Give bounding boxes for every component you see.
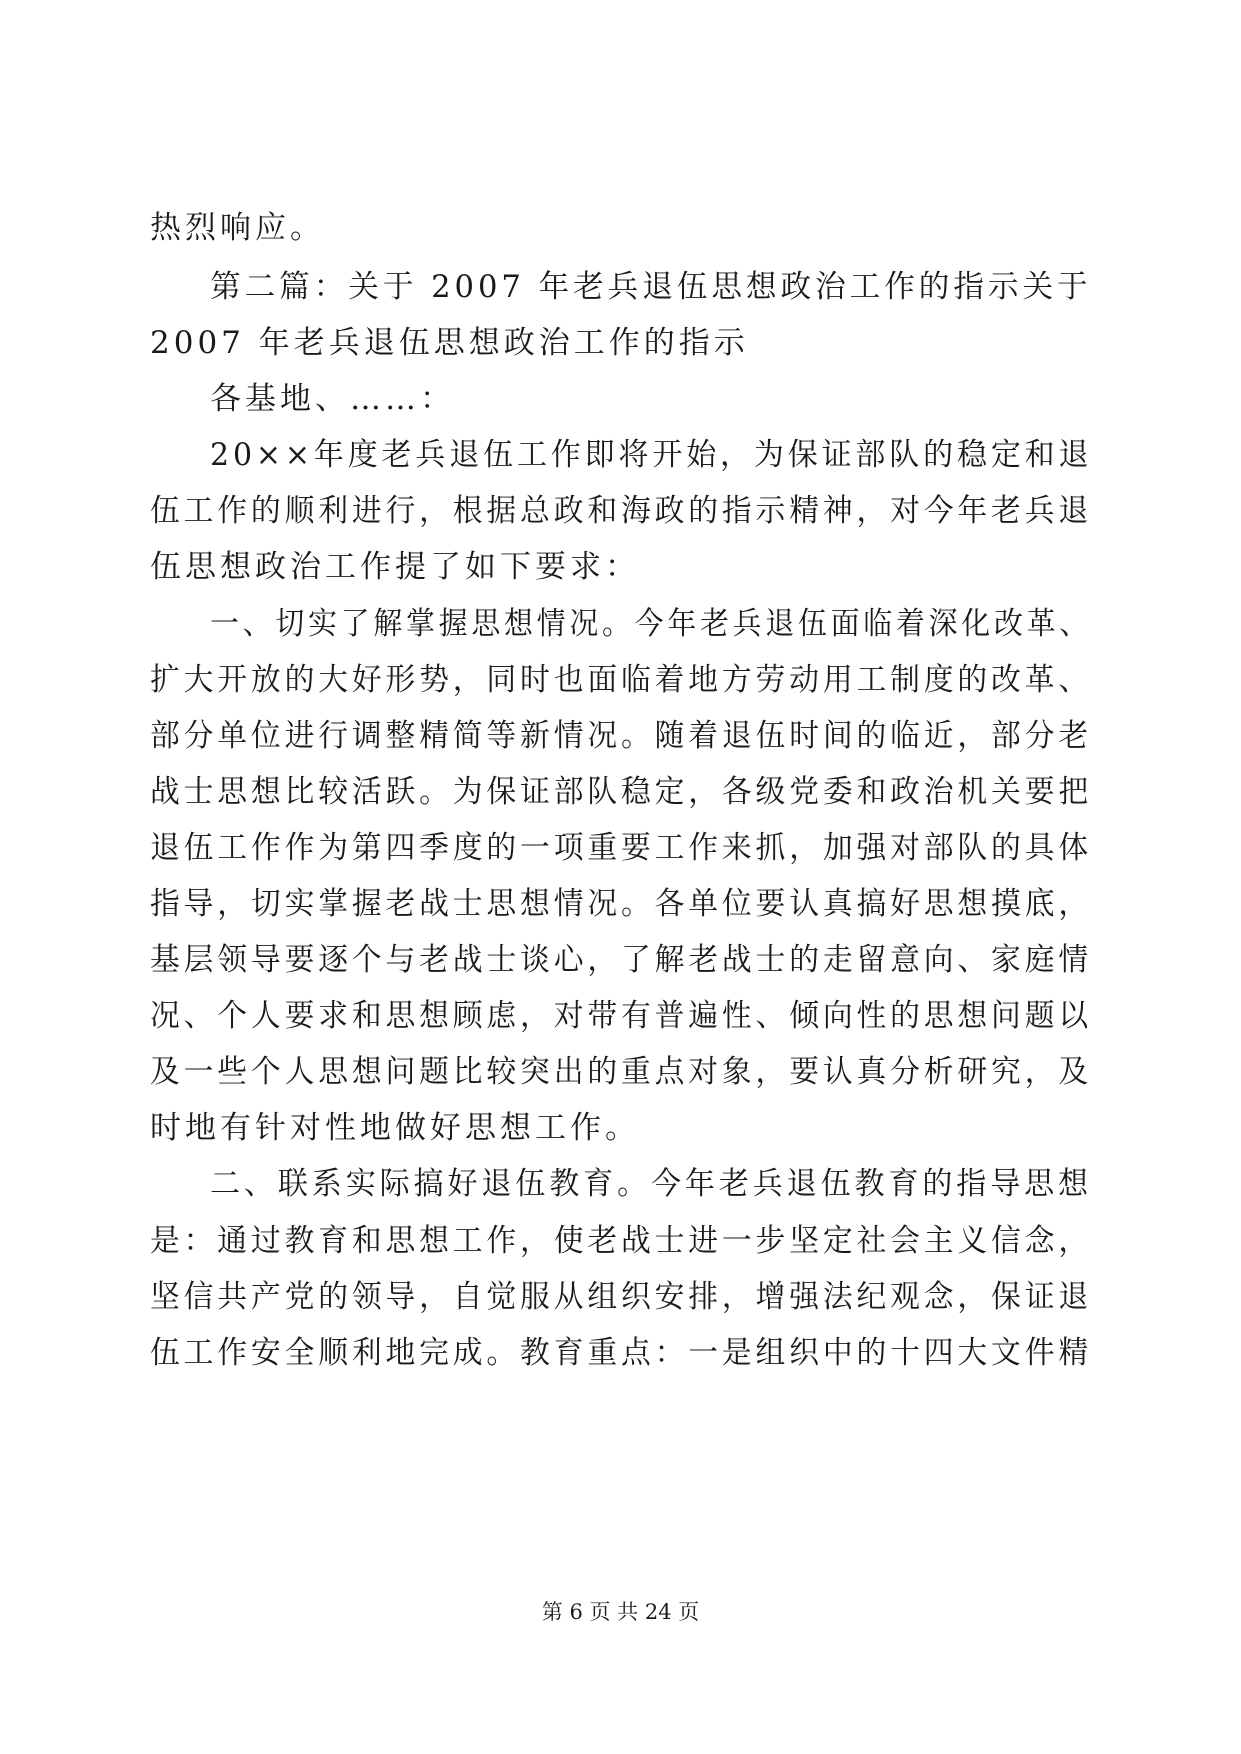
text-line: 指导，切实掌握老战士思想情况。各单位要认真搞好思想摸底， bbox=[150, 886, 1092, 922]
page-number: 第 6 页 共 24 页 bbox=[541, 1600, 700, 1624]
text-line: 二、联系实际搞好退伍教育。今年老兵退伍教育的指导思想 bbox=[210, 1166, 1092, 1202]
text-line: 部分单位进行调整精简等新情况。随着退伍时间的临近，部分老 bbox=[150, 718, 1092, 754]
text-line: 一、切实了解掌握思想情况。今年老兵退伍面临着深化改革、 bbox=[210, 606, 1092, 642]
text-line: 及一些个人思想问题比较突出的重点对象，要认真分析研究，及 bbox=[150, 1054, 1092, 1090]
text-line: 时地有针对性地做好思想工作。 bbox=[150, 1110, 640, 1146]
text-line: 伍思想政治工作提了如下要求： bbox=[150, 549, 640, 585]
text-line: 是：通过教育和思想工作，使老战士进一步坚定社会主义信念， bbox=[150, 1223, 1092, 1259]
text-line: 2007 年老兵退伍思想政治工作的指示 bbox=[150, 325, 749, 361]
text-line: 坚信共产党的领导，自觉服从组织安排，增强法纪观念，保证退 bbox=[150, 1279, 1092, 1315]
text-line: 热烈响应。 bbox=[150, 210, 325, 246]
text-line: 各基地、……： bbox=[210, 381, 455, 417]
text-line: 20××年度老兵退伍工作即将开始，为保证部队的稳定和退 bbox=[210, 437, 1093, 473]
text-line: 基层领导要逐个与老战士谈心，了解老战士的走留意向、家庭情 bbox=[150, 942, 1092, 978]
text-line: 伍工作安全顺利地完成。教育重点：一是组织中的十四大文件精 bbox=[150, 1335, 1092, 1371]
text-line: 况、个人要求和思想顾虑，对带有普遍性、倾向性的思想问题以 bbox=[150, 998, 1092, 1034]
text-line: 战士思想比较活跃。为保证部队稳定，各级党委和政治机关要把 bbox=[150, 774, 1092, 810]
text-line: 伍工作的顺利进行，根据总政和海政的指示精神，对今年老兵退 bbox=[150, 493, 1092, 529]
text-line: 扩大开放的大好形势，同时也面临着地方劳动用工制度的改革、 bbox=[150, 662, 1092, 698]
text-line: 第二篇：关于 2007 年老兵退伍思想政治工作的指示关于 bbox=[210, 269, 1092, 305]
text-line: 退伍工作作为第四季度的一项重要工作来抓，加强对部队的具体 bbox=[150, 830, 1092, 866]
